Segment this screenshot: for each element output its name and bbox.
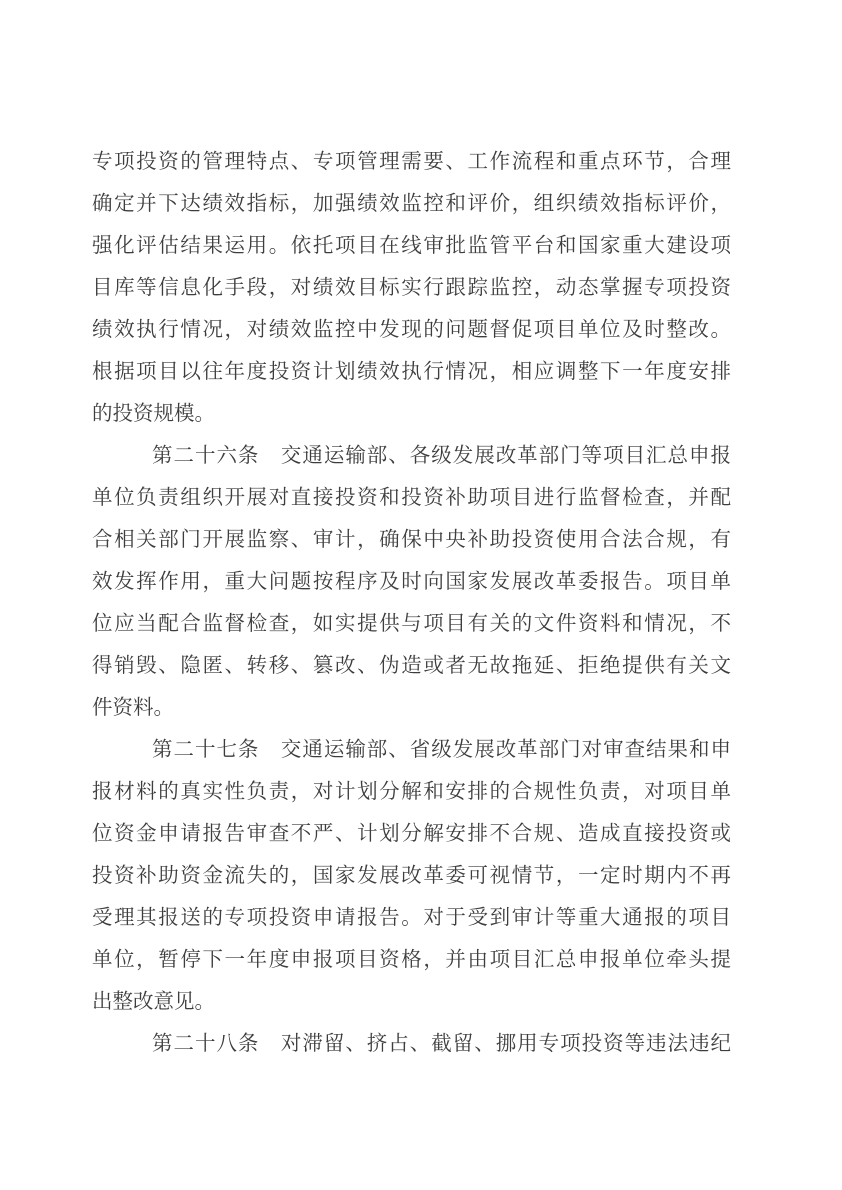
paragraph-article-27 (92, 728, 731, 1022)
text-line-article-heading: 第二十六条 交通运输部、各级发展改革部门等项目汇总申报 (152, 443, 731, 467)
text-line: 确定并下达绩效指标，加强绩效监控和评价，组织绩效指标评价， (92, 191, 731, 215)
text-line: 位应当配合监督检查，如实提供与项目有关的文件资料和情况，不 (92, 611, 731, 635)
paragraph-article-28 (92, 1022, 731, 1064)
text-line: 单位负责组织开展对直接投资和投资补助项目进行监督检查，并配 (92, 485, 731, 509)
text-line: 强化评估结果运用。依托项目在线审批监管平台和国家重大建设项 (92, 233, 731, 257)
text-line: 合相关部门开展监察、审计，确保中央补助投资使用合法合规，有 (92, 527, 731, 551)
text-line: 绩效执行情况，对绩效监控中发现的问题督促项目单位及时整改。 (92, 317, 731, 341)
text-line: 专项投资的管理特点、专项管理需要、工作流程和重点环节，合理 (92, 149, 731, 173)
text-line: 件资料。 (92, 695, 174, 719)
text-line: 效发挥作用，重大问题按程序及时向国家发展改革委报告。项目单 (92, 569, 731, 593)
text-line-article-heading: 第二十七条 交通运输部、省级发展改革部门对审查结果和申 (152, 737, 731, 761)
text-line: 单位，暂停下一年度申报项目资格，并由项目汇总申报单位牵头提 (92, 947, 731, 971)
text-line: 报材料的真实性负责，对计划分解和安排的合规性负责，对项目单 (92, 779, 731, 803)
text-line: 的投资规模。 (92, 401, 215, 425)
text-line: 根据项目以往年度投资计划绩效执行情况，相应调整下一年度安排 (92, 359, 731, 383)
text-line: 出整改意见。 (92, 989, 215, 1013)
text-line-article-heading: 第二十八条 对滞留、挤占、截留、挪用专项投资等违法违纪 (152, 1031, 731, 1055)
text-line: 投资补助资金流失的，国家发展改革委可视情节，一定时期内不再 (92, 863, 731, 887)
document-body (92, 140, 731, 1064)
text-line: 受理其报送的专项投资申请报告。对于受到审计等重大通报的项目 (92, 905, 731, 929)
text-line: 目库等信息化手段，对绩效目标实行跟踪监控，动态掌握专项投资 (92, 275, 731, 299)
paragraph-article-26 (92, 434, 731, 728)
paragraph-continuation (92, 140, 731, 434)
text-line: 位资金申请报告审查不严、计划分解安排不合规、造成直接投资或 (92, 821, 731, 845)
text-line: 得销毁、隐匿、转移、篡改、伪造或者无故拖延、拒绝提供有关文 (92, 653, 731, 677)
